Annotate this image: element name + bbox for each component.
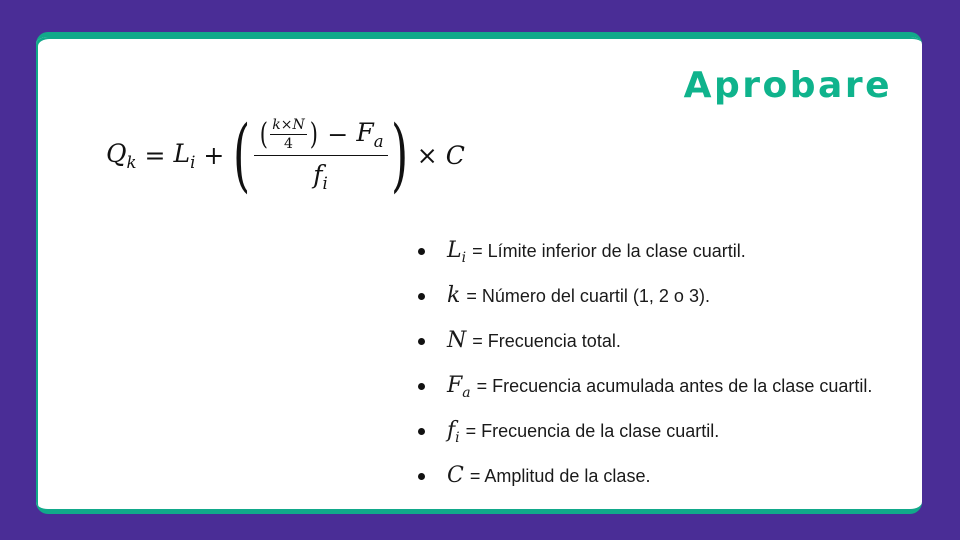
definition-item xyxy=(418,319,872,364)
bullet-icon xyxy=(418,473,425,480)
definition-item xyxy=(418,454,872,499)
definition-symbol xyxy=(447,418,460,446)
bullet-icon xyxy=(418,248,425,255)
formula-minus: − xyxy=(327,120,349,150)
formula-fraction xyxy=(254,117,388,193)
definition-text: = Frecuencia de la clase cuartil. xyxy=(465,421,720,441)
brand-logo: Aprobare xyxy=(683,65,892,106)
formula-close-paren: ) xyxy=(390,108,408,201)
bullet-icon xyxy=(418,428,425,435)
formula-l-sub: i xyxy=(190,152,196,172)
symbol-sub: i xyxy=(455,429,460,446)
formula-q-sub: k xyxy=(126,152,137,172)
formula-open-paren: ( xyxy=(233,108,251,201)
formula-k-times-n: k×N xyxy=(272,117,305,134)
formula-inner-fraction xyxy=(270,117,306,152)
quartile-formula xyxy=(106,108,465,201)
definition-symbol xyxy=(447,238,466,266)
formula-four: 4 xyxy=(270,134,306,152)
formula-equals: = xyxy=(144,140,166,170)
definitions-list xyxy=(418,229,872,499)
formula-plus: + xyxy=(203,140,225,170)
formula-l: L xyxy=(173,138,191,168)
formula-f: f xyxy=(313,160,323,190)
symbol-main: F xyxy=(447,372,463,398)
bullet-icon xyxy=(418,338,425,345)
definition-symbol xyxy=(447,328,466,356)
definition-item xyxy=(418,274,872,319)
formula-c: C xyxy=(445,140,465,170)
formula-f-cap: F xyxy=(356,118,374,148)
definition-text: = Frecuencia total. xyxy=(472,331,621,351)
formula-li xyxy=(173,139,195,172)
symbol-main: C xyxy=(447,462,464,488)
bullet-icon xyxy=(418,383,425,390)
definition-text: = Frecuencia acumulada antes de la clase cuartil. xyxy=(476,376,873,396)
definition-symbol xyxy=(447,373,471,401)
definition-item xyxy=(418,409,872,454)
definition-text: = Amplitud de la clase. xyxy=(469,466,651,486)
symbol-sub: i xyxy=(461,249,467,266)
definition-symbol xyxy=(447,283,460,311)
formula-lhs xyxy=(106,139,137,172)
definition-item xyxy=(418,229,872,274)
formula-times: × xyxy=(416,140,438,170)
symbol-main: f xyxy=(447,417,456,443)
definition-text: = Número del cuartil (1, 2 o 3). xyxy=(466,286,710,306)
numerator-open-paren: ( xyxy=(259,116,268,152)
numerator-close-paren: ) xyxy=(309,116,318,152)
content-card xyxy=(36,32,922,514)
formula-fa xyxy=(356,118,383,151)
formula-q: Q xyxy=(106,138,127,168)
formula-f-sub: i xyxy=(322,173,328,193)
bullet-icon xyxy=(418,293,425,300)
symbol-main: k xyxy=(447,282,461,308)
symbol-main: L xyxy=(447,237,462,263)
formula-f-cap-sub: a xyxy=(373,131,384,151)
definition-text: = Límite inferior de la clase cuartil. xyxy=(472,241,746,261)
symbol-main: N xyxy=(447,327,467,353)
formula-numerator xyxy=(254,117,388,155)
definition-symbol xyxy=(447,463,464,491)
formula-denominator xyxy=(254,155,388,193)
symbol-sub: a xyxy=(462,384,471,401)
definition-item xyxy=(418,364,872,409)
